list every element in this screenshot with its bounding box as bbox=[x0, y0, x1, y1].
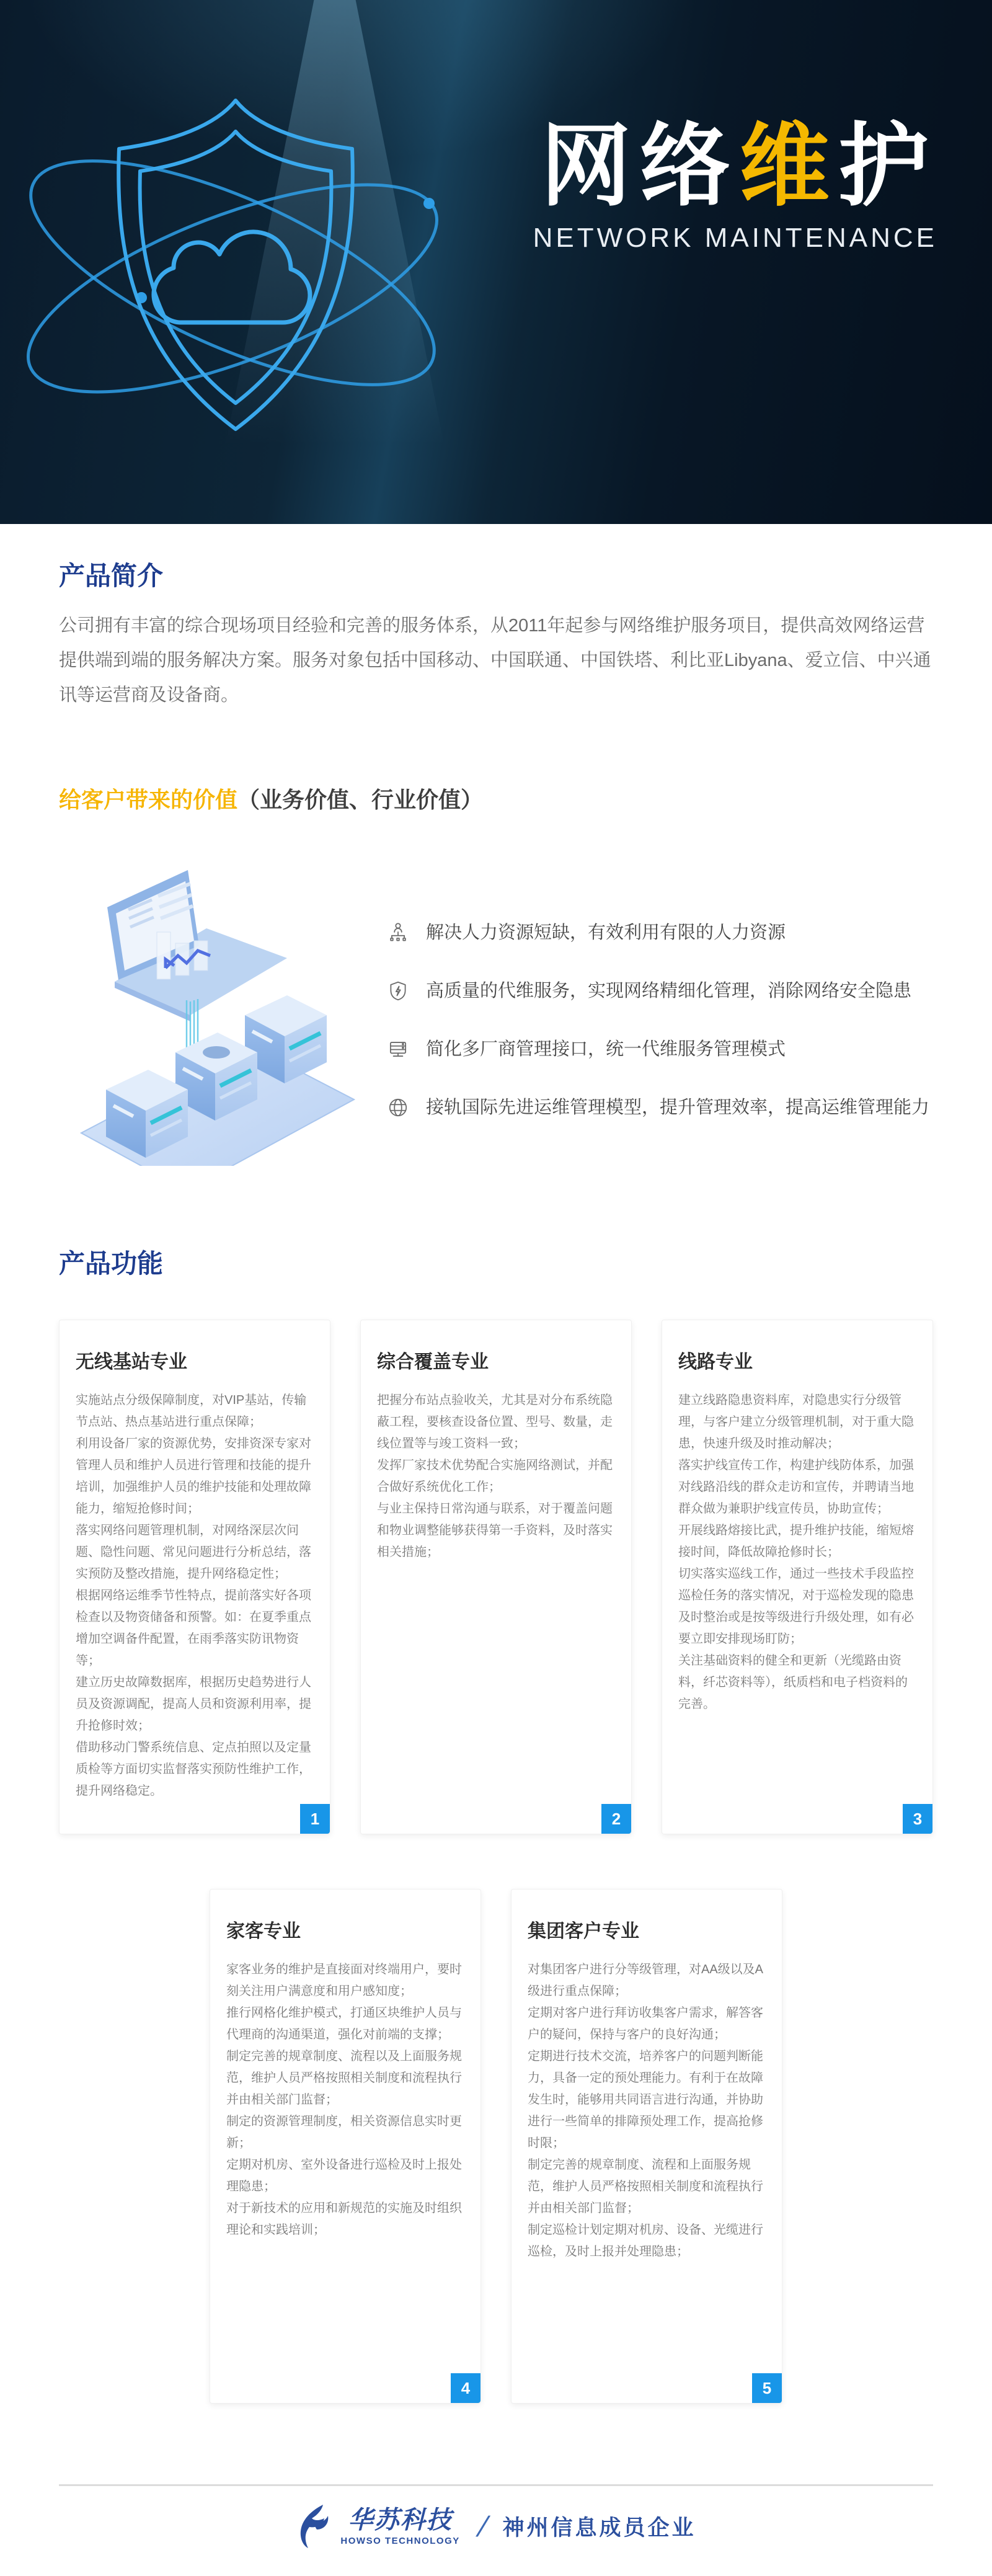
card-paragraph: 制定完善的规章制度、流程以及上面服务规范，维护人员严格按照相关制度和流程执行并由相关部门监督； bbox=[226, 2050, 462, 2107]
hero-text-block bbox=[533, 117, 937, 254]
value-item-text: 解决人力资源短缺，有效利用有限的人力资源 bbox=[426, 923, 786, 943]
card-paragraph: 制定完善的规章制度、流程和上面服务规范，维护人员严格按照相关制度和流程执行并由相关部门监督； bbox=[528, 2158, 763, 2215]
card-paragraph: 实施站点分级保障制度，对VIP基站，传输节点站、热点基站进行重点保障； bbox=[76, 1393, 307, 1429]
footer bbox=[0, 2486, 992, 2564]
feature-card-wireless bbox=[59, 1320, 330, 1834]
card-paragraph: 关注基础资料的健全和更新（光缆路由资料，纤芯资料等），纸质档和电子档资料的完善。 bbox=[678, 1654, 908, 1711]
card-paragraph: 定期对客户进行拜访收集客户需求，解答客户的疑问，保持与客户的良好沟通； bbox=[528, 2006, 763, 2041]
howso-logo-icon bbox=[296, 2503, 332, 2549]
cloud-icon bbox=[154, 232, 310, 322]
value-section bbox=[59, 853, 933, 1166]
feature-card-group-customer bbox=[511, 1889, 782, 2404]
card-title: 无线基站专业 bbox=[76, 1352, 187, 1372]
card-paragraph: 对于新技术的应用和新规范的实施及时组织理论和实践培训； bbox=[226, 2201, 462, 2237]
card-number-badge: 2 bbox=[601, 1804, 631, 1834]
globe-icon bbox=[386, 1096, 410, 1119]
value-heading-highlight: 给客户带来的价值 bbox=[59, 787, 238, 812]
card-paragraph: 利用设备厂家的资源优势，安排资深专家对管理人员和维护人员进行管理和技能的提升培训，加强维护人员的维护技能和处理故障能力，缩短抢修时间； bbox=[76, 1437, 311, 1516]
feature-cards-row-1 bbox=[59, 1320, 933, 1834]
feature-card-coverage bbox=[360, 1320, 632, 1834]
list-item bbox=[386, 973, 929, 1009]
card-title: 线路专业 bbox=[678, 1352, 753, 1372]
howso-logo-text bbox=[340, 2507, 459, 2546]
list-item bbox=[386, 1031, 929, 1067]
value-item-text: 高质量的代维服务，实现网络精细化管理，消除网络安全隐患 bbox=[426, 981, 912, 1001]
list-item bbox=[386, 1090, 929, 1126]
card-paragraph: 定期进行技术交流，培养客户的问题判断能力，具备一定的预处理能力。有利于在故障发生时，能够用共同语言进行沟通，并协助进行一些简单的排障预处理工作，提高抢修时限； bbox=[528, 2050, 763, 2150]
title-highlight: 维 bbox=[739, 115, 838, 216]
card-paragraph: 根据网络运维季节性特点，提前落实好各项检查以及物资储备和预警。如：在夏季重点增加空调备件配置，在雨季落实防讯物资等； bbox=[76, 1589, 311, 1668]
section-heading-intro: 产品简介 bbox=[59, 561, 164, 590]
card-paragraph: 制定的资源管理制度，相关资源信息实时更新； bbox=[226, 2115, 462, 2150]
shield-bolt-icon bbox=[386, 979, 410, 1003]
list-item bbox=[386, 915, 929, 951]
value-list bbox=[386, 853, 929, 1148]
server-icon bbox=[386, 1037, 410, 1061]
card-paragraph: 定期对机房、室外设备进行巡检及时上报处理隐患； bbox=[226, 2158, 462, 2193]
card-paragraph: 推行网格化维护模式，打通区块维护人员与代理商的沟通渠道，强化对前端的支撑； bbox=[226, 2006, 462, 2041]
card-paragraph: 落实网络问题管理机制，对网络深层次问题、隐性问题、常见问题进行分析总结，落实预防及整改措施，提升网络稳定性； bbox=[76, 1524, 311, 1581]
logo-english-name: HOWSO TECHNOLOGY bbox=[340, 2535, 460, 2546]
card-paragraph: 对集团客户进行分等级管理，对AA级以及A级进行重点保障； bbox=[528, 1963, 764, 1998]
logo-slash-separator: / bbox=[476, 2510, 489, 2543]
card-paragraph: 切实落实巡线工作，通过一些技术手段监控巡检任务的落实情况，对于巡检发现的隐患及时整治或是按等级进行升级处理，如有必要立即安排现场盯防； bbox=[678, 1567, 914, 1646]
feature-card-home-customer bbox=[210, 1889, 481, 2404]
org-people-icon bbox=[386, 921, 410, 944]
card-number-badge: 1 bbox=[300, 1804, 330, 1834]
feature-cards-row-2 bbox=[59, 1889, 933, 2404]
card-paragraph: 把握分布站点验收关，尤其是对分布系统隐蔽工程，要核查设备位置、型号、数量，走线位置等与竣工资料一致； bbox=[377, 1393, 613, 1450]
section-heading-features: 产品功能 bbox=[59, 1249, 164, 1278]
card-title: 家客专业 bbox=[226, 1921, 301, 1942]
card-paragraph: 建立历史故障数据库，根据历史趋势进行人员及资源调配，提高人员和资源利用率，提升抢修时效； bbox=[76, 1676, 311, 1733]
card-number-badge: 5 bbox=[752, 2373, 782, 2403]
section-heading-value bbox=[59, 786, 933, 814]
card-number-badge: 4 bbox=[451, 2373, 480, 2403]
card-title: 集团客户专业 bbox=[528, 1921, 639, 1942]
laptop-servers-illustration bbox=[59, 853, 375, 1166]
shield-cloud-emblem bbox=[0, 6, 484, 515]
card-title: 综合覆盖专业 bbox=[377, 1352, 489, 1372]
intro-paragraph: 公司拥有丰富的综合现场项目经验和完善的服务体系，从2011年起参与网络维护服务项目，提供高效网络运营提供端到端的服务解决方案。服务对象包括中国移动、中国联通、中国铁塔、利比亚Libyana、爱立信、中兴通讯等运营商及设备商。 bbox=[59, 616, 931, 705]
value-item-text: 简化多厂商管理接口，统一代维服务管理模式 bbox=[426, 1039, 786, 1059]
card-paragraph: 开展线路熔接比武，提升维护技能，缩短熔接时间，降低故障抢修时长； bbox=[678, 1524, 914, 1559]
card-paragraph: 建立线路隐患资料库，对隐患实行分级管理，与客户建立分级管理机制，对于重大隐患，快速升级及时推动解决； bbox=[678, 1393, 914, 1450]
card-paragraph: 与业主保持日常沟通与联系，对于覆盖问题和物业调整能够获得第一手资料，及时落实相关措施； bbox=[377, 1502, 613, 1559]
card-paragraph: 家客业务的维护是直接面对终端用户，要时刻关注用户满意度和用户感知度； bbox=[226, 1963, 462, 1998]
card-paragraph: 制定巡检计划定期对机房、设备、光缆进行巡检，及时上报并处理隐患； bbox=[528, 2223, 763, 2258]
page-title: 网络维护 bbox=[541, 115, 937, 216]
feature-card-line bbox=[662, 1320, 933, 1834]
value-item-text: 接轨国际先进运维管理模型，提升管理效率，提高运维管理能力 bbox=[426, 1098, 930, 1117]
footer-tagline: 神州信息成员企业 bbox=[502, 2516, 696, 2540]
hero-banner bbox=[0, 0, 992, 524]
card-paragraph: 落实护线宣传工作，构建护线防体系，加强对线路沿线的群众走访和宣传，并聘请当地群众做为兼职护线宣传员，协助宣传； bbox=[678, 1459, 914, 1516]
card-paragraph: 借助移动门警系统信息、定点拍照以及定量质检等方面切实监督落实预防性维护工作，提升网络稳定。 bbox=[76, 1741, 311, 1798]
value-heading-rest: （业务价值、行业价值） bbox=[237, 787, 484, 812]
page-subtitle: NETWORK MAINTENANCE bbox=[533, 222, 937, 253]
logo-chinese-name: 华苏科技 bbox=[348, 2505, 453, 2534]
card-number-badge: 3 bbox=[903, 1804, 932, 1834]
orbit-lines bbox=[3, 116, 463, 434]
card-paragraph: 发挥厂家技术优势配合实施网络测试，并配合做好系统优化工作； bbox=[377, 1459, 613, 1494]
